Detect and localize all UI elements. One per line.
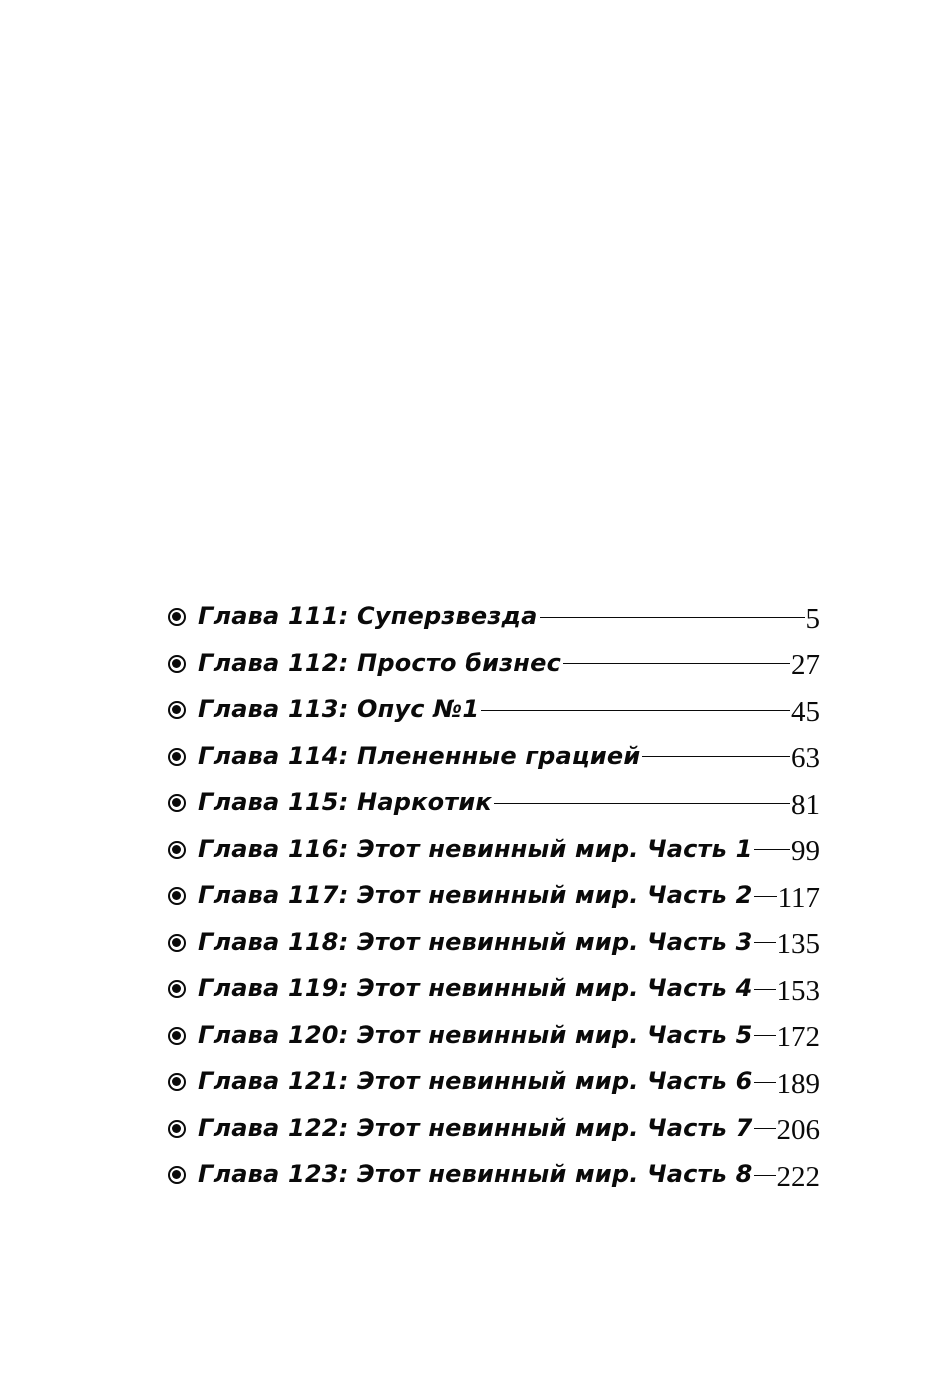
toc-entry [168, 1012, 820, 1059]
chapter-title: Глава 122: Этот невинный мир. Часть 7 [198, 1113, 753, 1142]
page-number: 189 [776, 1067, 820, 1100]
page-number: 135 [776, 928, 820, 961]
bullet-icon [168, 841, 186, 859]
leader-line [494, 803, 790, 804]
page-number: 27 [791, 649, 820, 682]
page-number: 45 [791, 695, 820, 728]
page-number: 117 [777, 881, 820, 914]
chapter-title: Глава 119: Этот невинный мир. Часть 4 [198, 974, 753, 1003]
bullet-icon [168, 887, 186, 905]
toc-entry [168, 872, 820, 919]
toc-entry [168, 1151, 820, 1198]
leader-line [754, 989, 775, 990]
page-number: 81 [791, 788, 820, 821]
toc-entry [168, 733, 820, 780]
page-number: 153 [776, 974, 820, 1007]
toc-entry [168, 965, 820, 1012]
chapter-title: Глава 118: Этот невинный мир. Часть 3 [198, 927, 753, 956]
toc-entry [168, 919, 820, 966]
leader-line [754, 896, 776, 897]
leader-line [754, 1082, 775, 1083]
bullet-icon [168, 794, 186, 812]
bullet-icon [168, 1027, 186, 1045]
chapter-title: Глава 115: Наркотик [198, 788, 492, 817]
bullet-icon [168, 934, 186, 952]
page-number: 99 [791, 835, 820, 868]
chapter-title: Глава 113: Опус №1 [198, 695, 480, 724]
page-number: 63 [791, 742, 820, 775]
toc-entry [168, 779, 820, 826]
page-number: 5 [805, 602, 820, 635]
bullet-icon [168, 1120, 186, 1138]
leader-line [563, 663, 790, 664]
toc-entry [168, 686, 820, 733]
leader-line [754, 849, 790, 850]
chapter-title: Глава 123: Этот невинный мир. Часть 8 [198, 1160, 753, 1189]
leader-line [481, 710, 790, 711]
page-number: 206 [776, 1114, 820, 1147]
bullet-icon [168, 980, 186, 998]
chapter-title: Глава 116: Этот невинный мир. Часть 1 [198, 834, 753, 863]
chapter-title: Глава 121: Этот невинный мир. Часть 6 [198, 1067, 753, 1096]
chapter-title: Глава 111: Суперзвезда [198, 602, 538, 631]
bullet-icon [168, 1166, 186, 1184]
page-number: 222 [776, 1160, 820, 1193]
toc-entry [168, 1105, 820, 1152]
leader-line [642, 756, 790, 757]
bullet-icon [168, 608, 186, 626]
toc-entry [168, 826, 820, 873]
bullet-icon [168, 701, 186, 719]
chapter-title: Глава 117: Этот невинный мир. Часть 2 [198, 881, 753, 910]
bullet-icon [168, 748, 186, 766]
bullet-icon [168, 1073, 186, 1091]
toc-entry [168, 640, 820, 687]
leader-line [754, 942, 775, 943]
table-of-contents [168, 593, 820, 1198]
page-number: 172 [776, 1021, 820, 1054]
toc-entry [168, 593, 820, 640]
chapter-title: Глава 114: Плененные грацией [198, 741, 641, 770]
chapter-title: Глава 112: Просто бизнес [198, 648, 561, 677]
leader-line [754, 1035, 775, 1036]
bullet-icon [168, 655, 186, 673]
leader-line [754, 1128, 775, 1129]
leader-line [754, 1175, 775, 1176]
toc-entry [168, 1058, 820, 1105]
chapter-title: Глава 120: Этот невинный мир. Часть 5 [198, 1020, 753, 1049]
leader-line [540, 617, 805, 618]
